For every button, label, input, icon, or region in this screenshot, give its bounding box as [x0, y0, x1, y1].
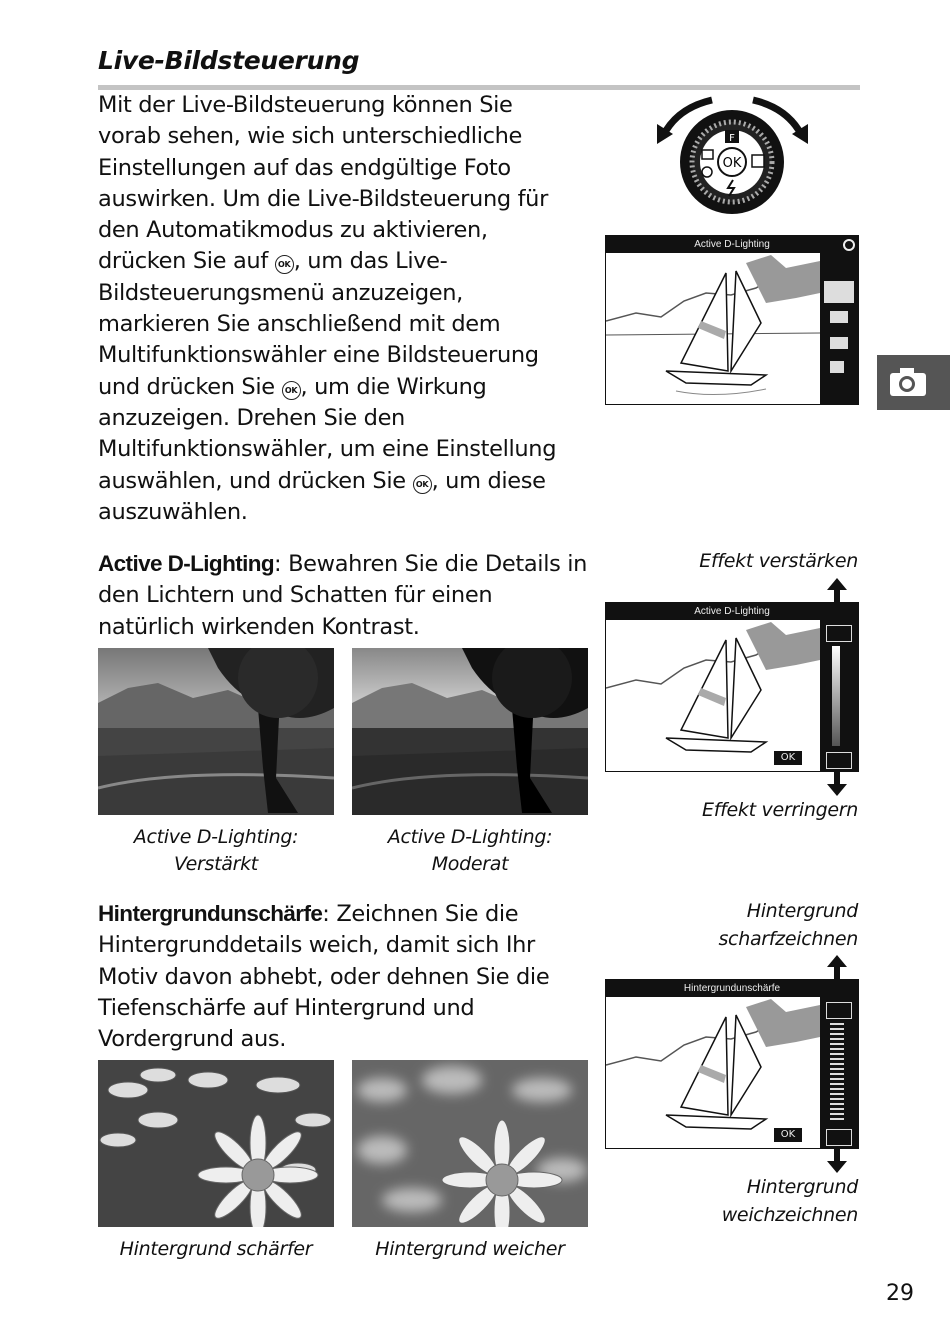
adl-moderate-photo	[352, 648, 588, 815]
adl-paragraph: Active D-Lighting: Bewahren Sie die Details in den Lichtern und Schatten für einen natürlich wirkenden Kontrast.	[98, 551, 588, 640]
adl-up-label: Effekt verstärken	[699, 550, 858, 572]
screen-title: Active D-Lighting	[606, 236, 858, 253]
arrow-up-icon	[826, 955, 848, 981]
background-term: Hintergrundunschärfe	[98, 901, 323, 926]
background-up-label: Hintergrund scharfzeichnen	[718, 900, 858, 950]
background-sharper-photo	[98, 1060, 334, 1227]
motion-icon[interactable]	[830, 337, 848, 349]
background-sharper-caption: Hintergrund schärfer	[119, 1238, 313, 1260]
side-tab	[877, 355, 950, 410]
multi-selector-dial-icon	[655, 94, 810, 218]
arrow-down-icon	[826, 1147, 848, 1173]
ok-button-icon: OK	[282, 381, 301, 400]
adl-strong-caption: Active D-Lighting: Verstärkt	[133, 826, 299, 875]
adl-menu-icon[interactable]	[824, 281, 854, 303]
ok-button[interactable]: OK	[774, 1128, 802, 1142]
background-softer-caption: Hintergrund weicher	[375, 1238, 565, 1260]
svg-text:OK: OK	[722, 156, 742, 171]
background-slider[interactable]	[830, 1023, 844, 1123]
background-down-label: Hintergrund weichzeichnen	[721, 1176, 858, 1226]
adl-slider[interactable]	[832, 646, 840, 746]
adl-down-label: Effekt verringern	[702, 799, 858, 821]
page-number: 29	[886, 1281, 914, 1306]
live-control-menu-screen	[605, 235, 859, 405]
background-screen: Hintergrundunschärfe OK	[605, 979, 859, 1149]
adl-screen: Active D-Lighting OK	[605, 602, 859, 772]
menu-sidebar	[820, 253, 858, 404]
background-softening-icon[interactable]	[830, 311, 848, 323]
adl-strong-photo	[98, 648, 334, 815]
arrow-down-icon	[826, 770, 848, 796]
arrow-up-icon	[826, 578, 848, 604]
adl-term: Active D-Lighting	[98, 551, 275, 576]
intro-paragraph: Mit der Live-Bildsteuerung können Sie vorab sehen, wie sich unterschiedliche Einstellungen auf das endgültige Foto auswirken. Um die Live-Bildsteuerung für den Automatikmodus zu aktivieren, drücken Sie auf OK , um das Live- Bildsteuerungsmenü anzuzeigen, markieren Sie anschließend mit dem Multifunktionswähler eine Bildsteuerung und drücken Sie OK , um die Wirkung anzuzeigen. Drehen Sie den Multifunktionswähler, um eine Einstellung auswählen, und drücken Sie OK , um diese auszuwählen.	[98, 92, 557, 525]
sailboat-illustration	[606, 253, 820, 404]
ok-button-icon: OK	[275, 255, 294, 274]
ok-button-icon: OK	[413, 475, 432, 494]
background-softer-photo	[352, 1060, 588, 1227]
ok-button[interactable]: OK	[774, 751, 802, 765]
svg-text:F: F	[729, 133, 735, 144]
return-icon	[842, 238, 856, 252]
section-title: Live-Bildsteuerung	[98, 46, 360, 75]
exposure-compensation-icon[interactable]	[830, 361, 844, 373]
background-paragraph: Hintergrundunschärfe: Zeichnen Sie die Hintergrunddetails weich, damit sich Ihr Motiv davon abhebt, oder dehnen Sie die Tiefenschärfe auf Hintergrund und Vordergrund aus.	[98, 901, 550, 1053]
adl-moderate-caption: Active D-Lighting: Moderat	[387, 826, 553, 875]
camera-icon	[889, 367, 927, 397]
